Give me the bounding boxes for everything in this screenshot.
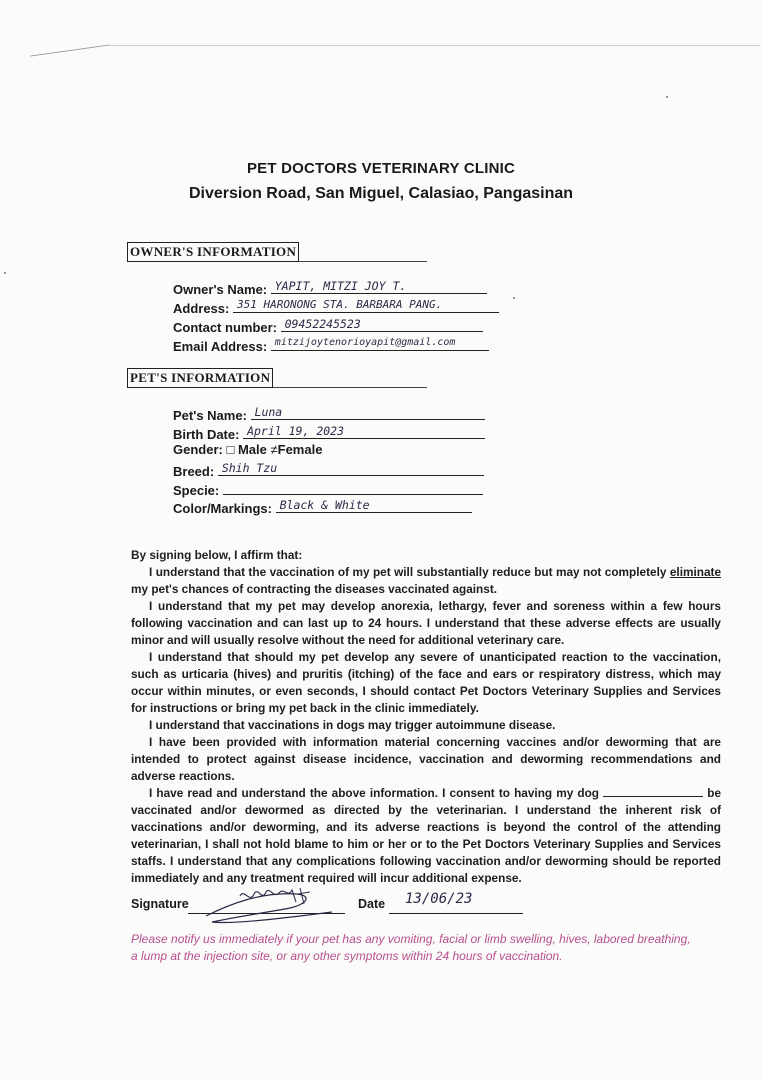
date-line[interactable] [389, 913, 523, 914]
consent-p1-text: I understand that the vaccination of my pet will substantially reduce but may not completely [149, 565, 670, 579]
consent-p6-text: I have read and understand the above information. I consent to having my dog [149, 786, 604, 800]
scan-speck [513, 297, 515, 299]
owner-name-field[interactable] [173, 279, 487, 297]
breed-field[interactable] [173, 461, 484, 479]
breed-label: Breed: [173, 464, 215, 479]
dog-name-blank[interactable] [603, 786, 703, 797]
consent-p1-underlined: eliminate [669, 565, 721, 579]
consent-intro: By signing below, I affirm that: [131, 548, 303, 562]
contact-field[interactable] [173, 317, 483, 335]
consent-text [131, 547, 721, 887]
color-markings-field[interactable] [173, 498, 472, 516]
address-value[interactable]: 351 HARONONG STA. BARBARA PANG. [233, 298, 499, 313]
scan-speck [4, 272, 6, 274]
email-value[interactable]: mitzijoytenorioyapit@gmail.com [271, 336, 489, 351]
female-option-label: Female [277, 442, 323, 457]
birth-date-field[interactable] [173, 424, 485, 442]
scan-artifact-line [30, 44, 109, 56]
pet-section-title: PET'S INFORMATION [127, 368, 273, 388]
section-rule [273, 387, 427, 388]
consent-paragraph [131, 564, 721, 598]
handwritten-signature [200, 882, 340, 926]
male-checkbox[interactable]: □ [226, 442, 235, 457]
specie-label: Specie: [173, 483, 220, 498]
color-markings-value[interactable]: Black & White [276, 498, 472, 513]
birth-date-value[interactable]: April 19, 2023 [243, 424, 485, 439]
consent-paragraph [131, 785, 721, 887]
scan-speck [666, 96, 668, 98]
color-markings-label: Color/Markings: [173, 501, 272, 516]
owner-name-value[interactable]: YAPIT, MITZI JOY T. [271, 279, 487, 294]
consent-paragraph: I understand that vaccinations in dogs may trigger autoimmune disease. [149, 718, 556, 732]
breed-value[interactable]: Shih Tzu [218, 461, 484, 476]
pet-name-label: Pet's Name: [173, 408, 247, 423]
consent-paragraph: I have been provided with information material concerning vaccines and/or deworming that are intended to protect against disease incidence, vaccination and deworming recommendations and adverse reactions. [131, 735, 721, 783]
address-label: Address: [173, 301, 230, 316]
consent-p1-text-end: my pet's chances of contracting the diseases vaccinated against. [131, 582, 498, 596]
clinic-address: Diversion Road, San Miguel, Calasiao, Pangasinan [188, 185, 574, 202]
pet-name-field[interactable] [173, 405, 485, 423]
gender-field[interactable] [173, 442, 322, 457]
specie-value[interactable] [223, 480, 483, 495]
clinic-name: PET DOCTORS VETERINARY CLINIC [246, 160, 516, 177]
scan-artifact-line [110, 45, 760, 46]
signature-row [131, 897, 189, 911]
contact-label: Contact number: [173, 320, 277, 335]
owner-section-title: OWNER'S INFORMATION [127, 242, 299, 262]
specie-field[interactable] [173, 480, 483, 498]
female-checkbox-checked[interactable]: ≠ [270, 442, 278, 457]
consent-paragraph: I understand that should my pet develop any severe of unanticipated reaction to the vaccination, such as urticaria (hives) and pruritis (itching) of the face and ears or respiratory distress, which may occur within minutes, or even seconds, I should contact Pet Doctors Veterinary Supplies and Services for instructions or bring my pet back in the clinic immediately. [131, 650, 721, 715]
consent-p6-text-end: be vaccinated and/or dewormed as directed by the veterinarian. I understand the inherent risk of vaccinations and/or deworming, and its adverse reactions is beyond the control of the attending veterinarian, I shall not hold blame to him or her or to the Pet Doctors Veterinary Supplies and Services staffs. I understand that any complications following vaccination and/or deworming should be reported immediately and any treatment required will incur additional expense. [131, 786, 722, 885]
address-field[interactable] [173, 298, 499, 316]
signature-label: Signature [131, 897, 189, 911]
contact-value[interactable]: 09452245523 [281, 317, 483, 332]
gender-label: Gender: [173, 442, 223, 457]
date-value[interactable]: 13/06/23 [405, 891, 473, 907]
email-field[interactable] [173, 336, 489, 354]
date-label-row [358, 897, 385, 911]
date-label: Date [358, 897, 386, 911]
consent-paragraph: I understand that my pet may develop anorexia, lethargy, fever and soreness within a few hours following vaccination and can last up to 24 hours. I understand that these adverse effects are usually minor and will usually resolve without the need for additional veterinary care. [131, 599, 721, 647]
male-option-label: Male [237, 442, 267, 457]
post-vaccination-notice: Please notify us immediately if your pet has any vomiting, facial or limb swelling, hives, labored breathing, a lump at the injection site, or any other symptoms within 24 hours of vaccination. [131, 932, 691, 963]
email-label: Email Address: [173, 339, 268, 354]
pet-name-value[interactable]: Luna [251, 405, 485, 420]
birth-date-label: Birth Date: [173, 427, 240, 442]
section-rule [299, 261, 427, 262]
owner-name-label: Owner's Name: [173, 282, 268, 297]
